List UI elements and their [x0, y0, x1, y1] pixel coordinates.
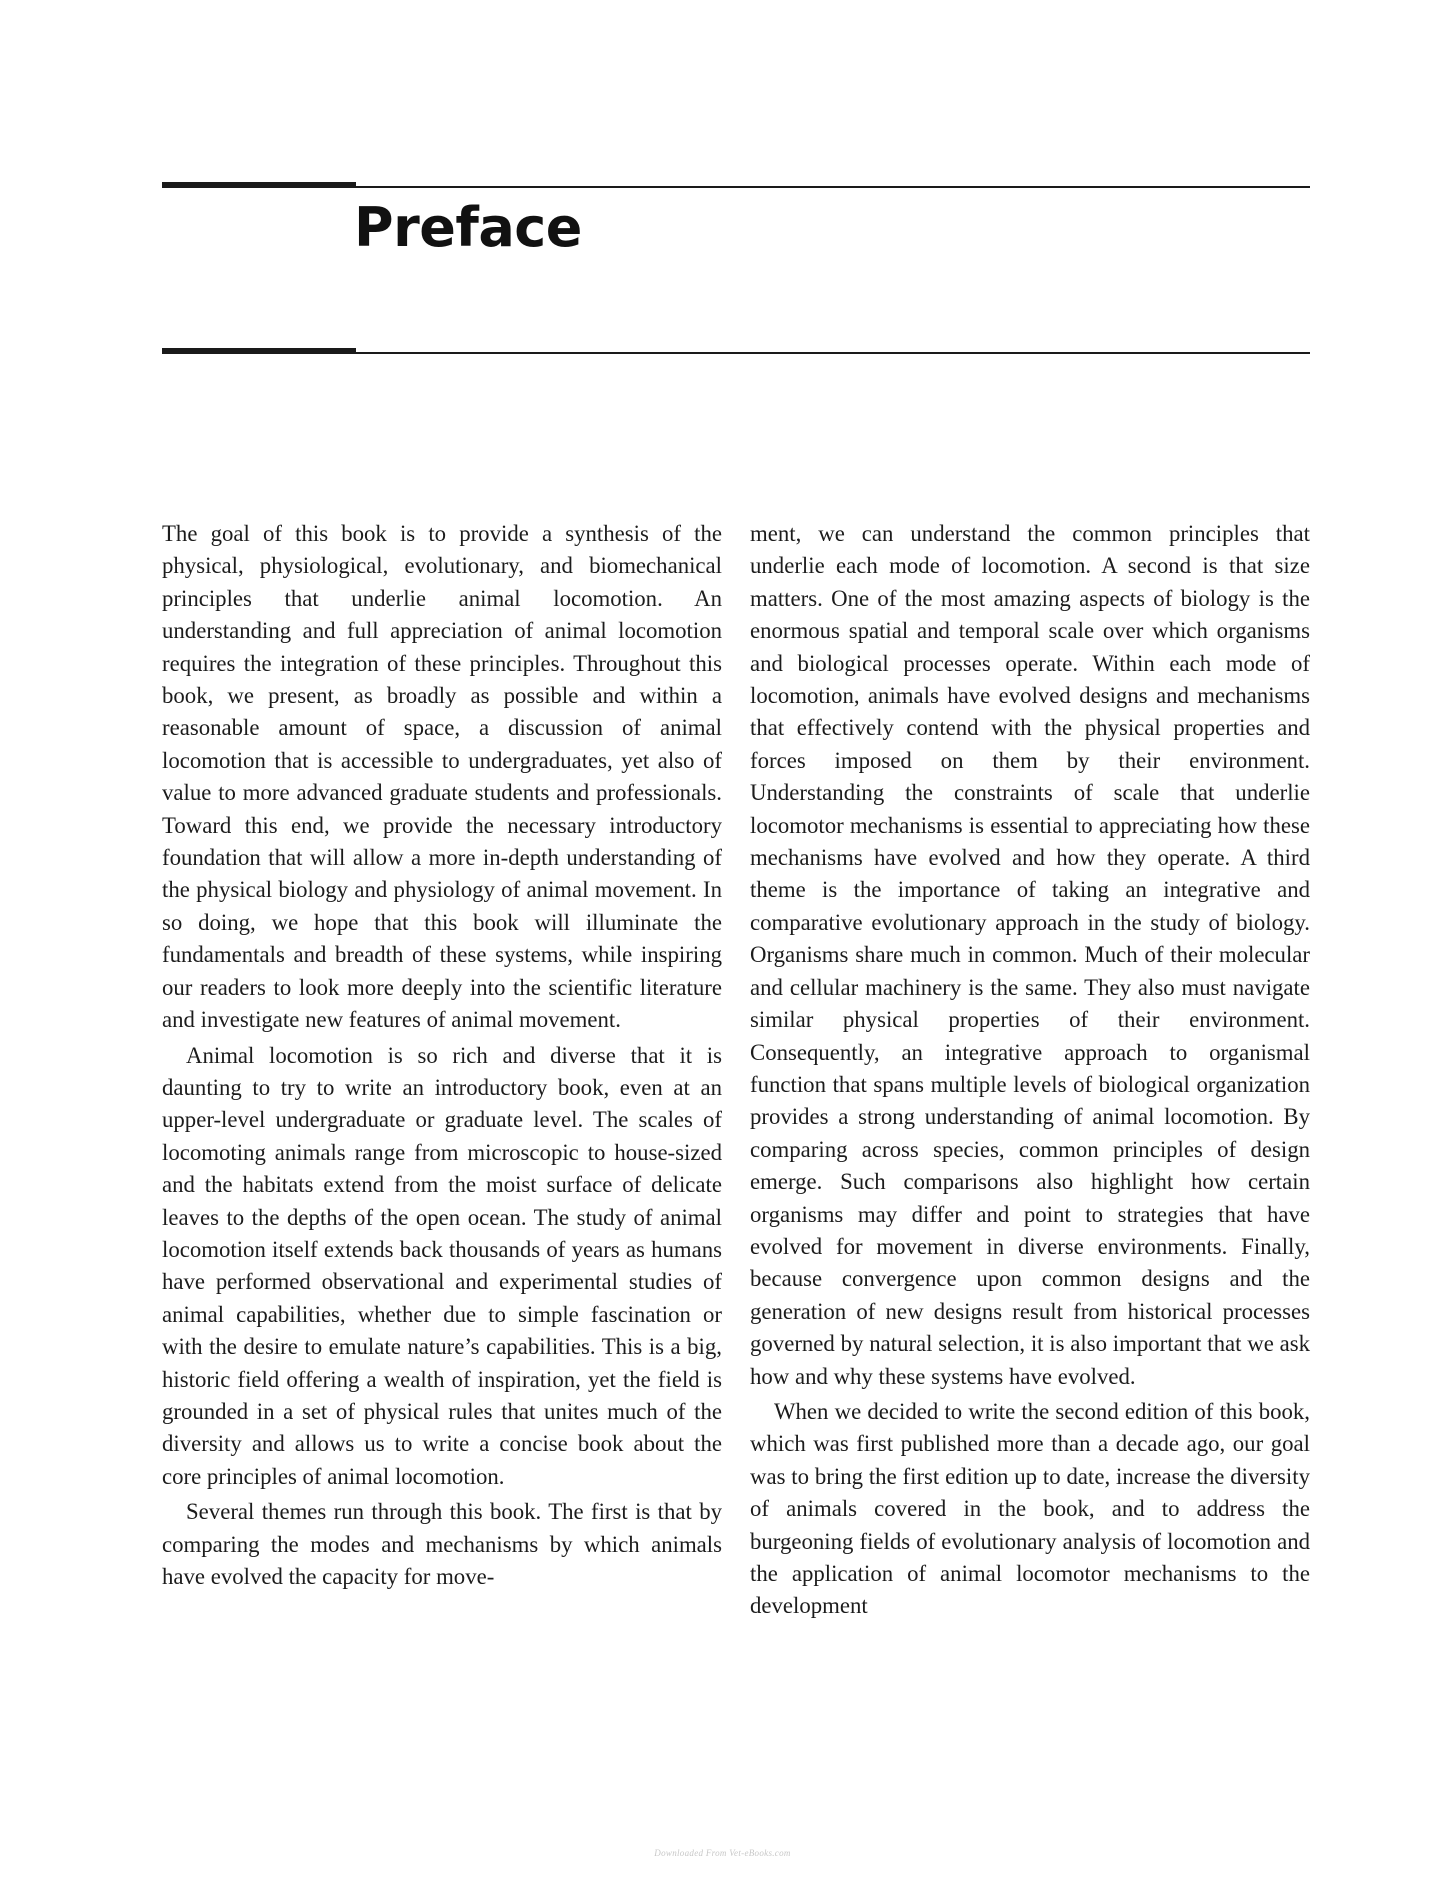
page-title: Preface [354, 196, 582, 259]
download-watermark: Downloaded From Vet-eBooks.com [654, 1848, 791, 1858]
right-text-column [750, 518, 1310, 1623]
paragraph: ment, we can understand the common principles that underlie each mode of locomotion. A second is that size matters. One of the most amazing aspects of biology is the enormous spatial and temporal scale over which organisms and biological processes operate. Within each mode of locomotion, animals have evolved designs and mechanisms that effectively contend with the physical properties and forces imposed on them by their environment. Understanding the constraints of scale that underlie locomotor mechanisms is essential to appreciating how these mechanisms have evolved and how they operate. A third theme is the importance of taking an integrative and comparative evolutionary approach in the study of biology. Organisms share much in common. Much of their molecular and cellular machinery is the same. They also must navigate similar physical properties of their environment. Consequently, an integrative approach to organismal function that spans multiple levels of biological organization provides a strong understanding of animal locomotion. By comparing across species, common principles of design emerge. Such comparisons also highlight how certain organisms may differ and point to strategies that have evolved for movement in diverse environments. Finally, because convergence upon common designs and the generation of new designs result from historical processes governed by natural selection, it is also important that we ask how and why these systems have evolved. [750, 521, 1310, 1389]
heading-bottom-rule [162, 352, 1310, 354]
heading-bottom-rule-accent [162, 348, 356, 354]
paragraph: Several themes run through this book. The first is that by comparing the modes and mechanisms by which animals have evolved the capacity for move- [162, 1499, 722, 1589]
heading-top-rule-accent [162, 182, 356, 188]
heading-top-rule [162, 186, 1310, 188]
paragraph: Animal locomotion is so rich and diverse that it is daunting to try to write an introductory book, even at an upper-level undergraduate or graduate level. The scales of locomoting animals range from microscopic to house-sized and the habitats extend from the moist surface of delicate leaves to the depths of the open ocean. The study of animal locomotion itself extends back thousands of years as humans have performed observational and experimental studies of animal capabilities, whether due to simple fascination or with the desire to emulate nature’s capabilities. This is a big, historic field offering a wealth of inspiration, yet the field is grounded in a set of physical rules that unites much of the diversity and allows us to write a concise book about the core principles of animal locomotion. [162, 1042, 722, 1489]
left-text-column [162, 518, 722, 1593]
paragraph: When we decided to write the second edition of this book, which was first published more than a decade ago, our goal was to bring the first edition up to date, increase the diversity of animals covered in the book, and to address the burgeoning fields of evolutionary analysis of locomotion and the application of animal locomotor mechanisms to the development [750, 1398, 1310, 1619]
paragraph: The goal of this book is to provide a synthesis of the physical, physiological, evolutionary, and biomechanical principles that underlie animal locomotion. An understanding and full appreciation of animal locomotion requires the integration of these principles. Throughout this book, we present, as broadly as possible and within a reasonable amount of space, a discussion of animal locomotion that is accessible to undergraduates, yet also of value to more advanced graduate students and professionals. Toward this end, we provide the necessary introductory foundation that will allow a more in-depth understanding of the physical biology and physiology of animal movement. In so doing, we hope that this book will illuminate the fundamentals and breadth of these systems, while inspiring our readers to look more deeply into the scientific literature and investigate new features of animal movement. [162, 521, 722, 1033]
